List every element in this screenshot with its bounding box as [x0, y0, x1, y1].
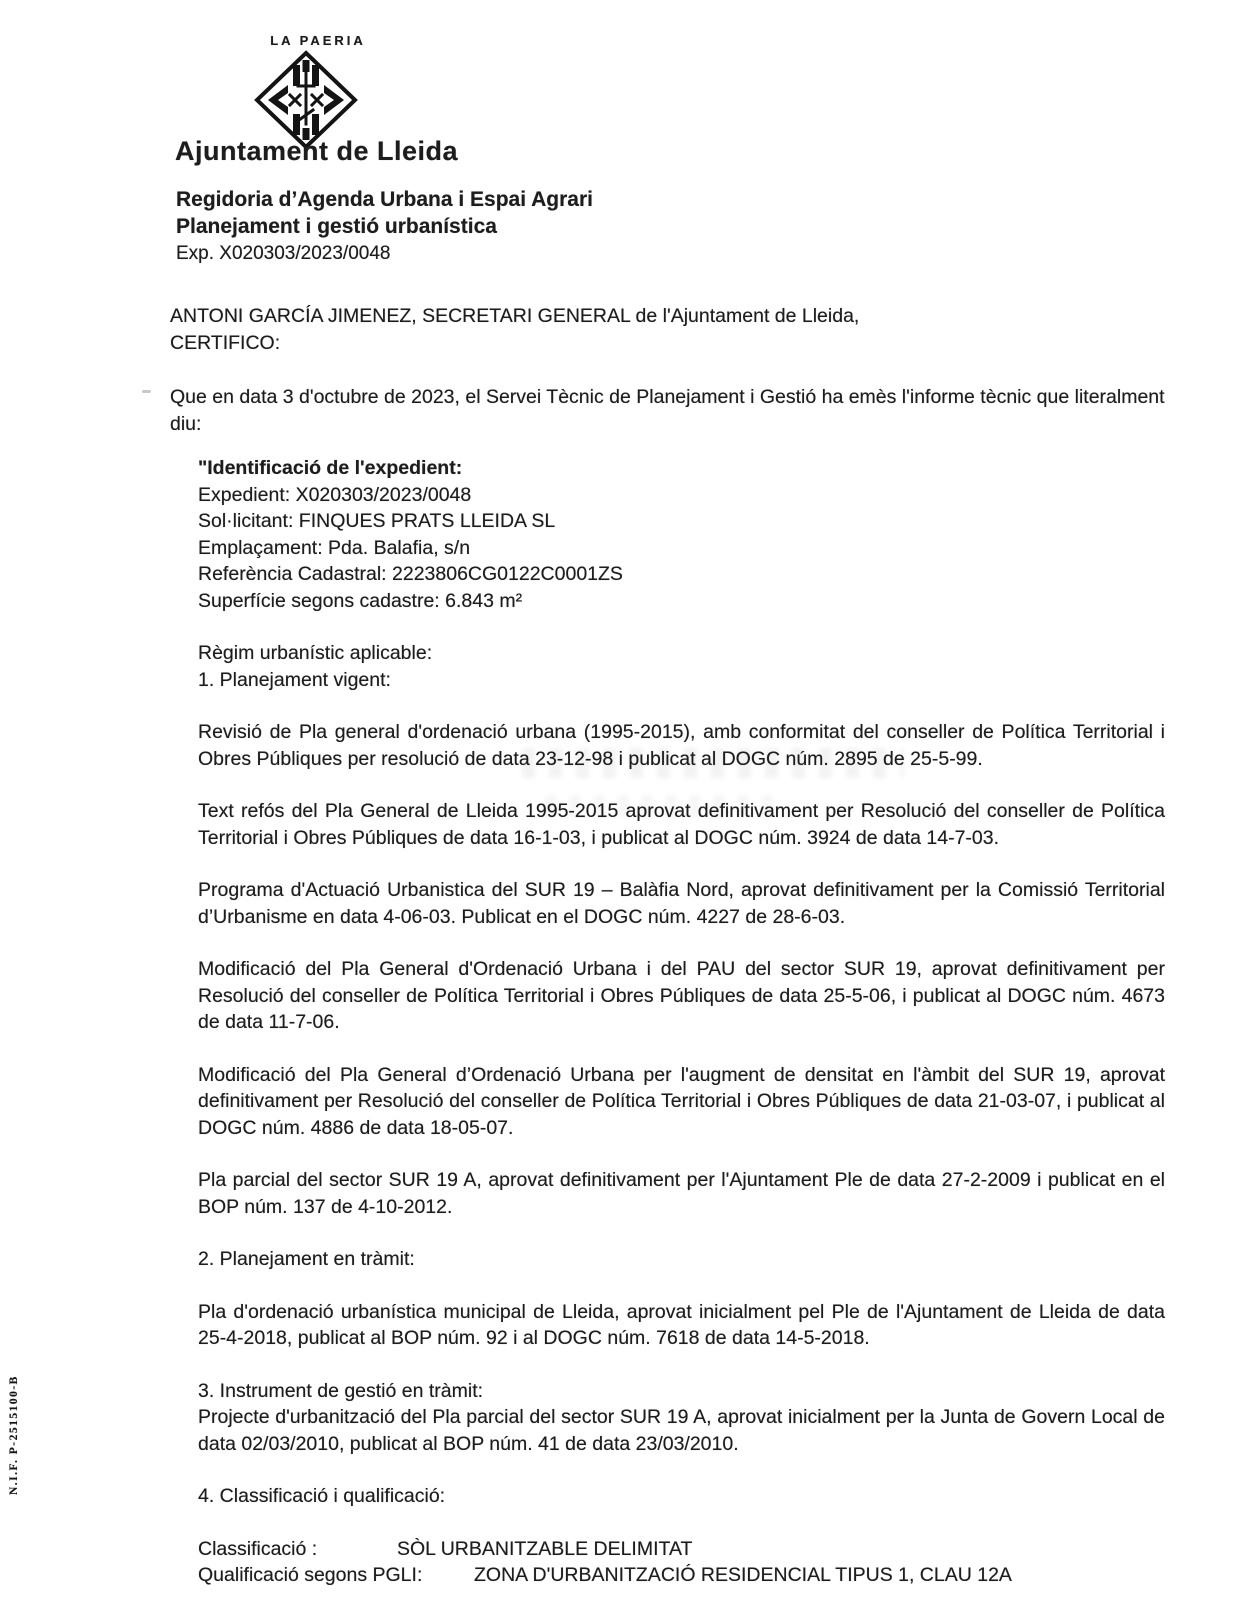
paragraph-projecte: Projecte d'urbanització del Pla parcial del sector SUR 19 A, aprovat inicialment per la Junta de Govern Local de data 02/03/2010, publicat al BOP núm. 41 de data 23/03/2010.	[198, 1406, 1165, 1455]
section-3-block	[170, 1378, 1165, 1458]
logo-caption: LA PAERIA	[270, 33, 366, 48]
document-body	[170, 303, 1165, 1589]
regim-block	[170, 640, 1165, 693]
paragraph-programa: Programa d'Actuació Urbanistica del SUR 19 – Balàfia Nord, aprovat definitivament per la Comissió Territorial d’Urbanisme en data 4-06-03. Publicat en el DOGC núm. 4227 de 28-6-03.	[198, 879, 1165, 928]
qualification-row	[198, 1562, 1165, 1589]
classificacio-value: SÒL URBANITZABLE DELIMITAT	[397, 1537, 693, 1560]
intro-paragraph: Que en data 3 d'octubre de 2023, el Servei Tècnic de Planejament i Gestió ha emès l'informe tècnic que literalment diu:	[170, 386, 1165, 435]
ident-line-emplacament: Emplaçament: Pda. Balafia, s/n	[198, 536, 471, 559]
ident-line-ref-cadastral: Referència Cadastral: 2223806CG0122C0001ZS	[198, 563, 623, 585]
classification-table	[170, 1536, 1165, 1589]
section-3-title: 3. Instrument de gestió en tràmit:	[198, 1379, 484, 1402]
paragraph-modificacio-pau: Modificació del Pla General d'Ordenació Urbana i del PAU del sector SUR 19, aprovat definitivament per Resolució del conseller de Política Territorial i Obres Públiques de data 25-5-06, i publicat al DOGC núm. 4673 de data 11-7-06.	[198, 958, 1165, 1033]
department-block	[176, 186, 593, 267]
margin-nif-note: N.I.F. P-2515100-B	[8, 1375, 20, 1495]
department-line: Regidoria d’Agenda Urbana i Espai Agrari	[176, 188, 593, 211]
regim-item-1: 1. Planejament vigent:	[198, 668, 391, 691]
department-line: Planejament i gestió urbanística	[176, 215, 497, 238]
qualificacio-value: ZONA D'URBANITZACIÓ RESIDENCIAL TIPUS 1, CLAU 12A	[474, 1564, 1012, 1586]
paragraph-modificacio-densitat: Modificació del Pla General d’Ordenació Urbana per l'augment de densitat en l'àmbit del SUR 19, aprovat definitivament per Resolució del conseller de Política Territorial i Obres Públiques de data 21-03-07, i publicat al DOGC núm. 4886 de data 18-05-07.	[198, 1063, 1165, 1139]
paragraph-pla-parcial: Pla parcial del sector SUR 19 A, aprovat definitivament per l'Ajuntament Ple de data 27-2-2009 i publicat en el BOP núm. 137 de 4-10-2012.	[198, 1169, 1165, 1218]
certify-word: CERTIFICO:	[170, 331, 281, 354]
qualificacio-label: Qualificació segons PGLI:	[198, 1564, 423, 1586]
certifier-line: ANTONI GARCÍA JIMENEZ, SECRETARI GENERAL de l'Ajuntament de Lleida,	[170, 305, 860, 327]
ident-line-superficie: Superfície segons cadastre: 6.843 m²	[198, 589, 523, 612]
regim-title: Règim urbanístic aplicable:	[198, 642, 433, 664]
ident-line-expedient: Expedient: X020303/2023/0048	[198, 483, 472, 506]
paragraph-text-refos: Text refós del Pla General de Lleida 1995-2015 aprovat definitivament per Resolució del conseller de Política Territorial i Obres Públiques de data 16-1-03, i publicat al DOGC núm. 3924 de data 14-7-03.	[198, 800, 1165, 849]
scan-speck	[142, 390, 151, 393]
classification-row	[198, 1536, 1165, 1563]
paragraph-poum: Pla d'ordenació urbanística municipal de Lleida, aprovat inicialment pel Ple de l'Ajuntament de Lleida de data 25-4-2018, publicat al BOP núm. 92 i al DOGC núm. 7618 de data 14-5-2018.	[198, 1300, 1165, 1349]
classificacio-label: Classificació :	[198, 1537, 318, 1560]
coat-of-arms-icon	[252, 50, 360, 150]
certifier-paragraph	[170, 303, 1165, 356]
section-2-title: 2. Planejament en tràmit:	[198, 1248, 415, 1270]
paragraph-revisio: Revisió de Pla general d'ordenació urbana (1995-2015), amb conformitat del conseller de Política Territorial i Obres Públiques per resolució de data 23-12-98 i publicat al DOGC núm. 2895 de 25-5-99.	[198, 721, 1165, 770]
ident-line-sollicitant: Sol·licitant: FINQUES PRATS LLEIDA SL	[198, 510, 556, 532]
identification-title: "Identificació de l'expedient:	[198, 457, 463, 479]
identification-block	[170, 455, 1165, 614]
section-4-title: 4. Classificació i qualificació:	[198, 1485, 446, 1507]
expedient-number: Exp. X020303/2023/0048	[176, 243, 391, 264]
organization-name: Ajuntament de Lleida	[175, 136, 459, 166]
